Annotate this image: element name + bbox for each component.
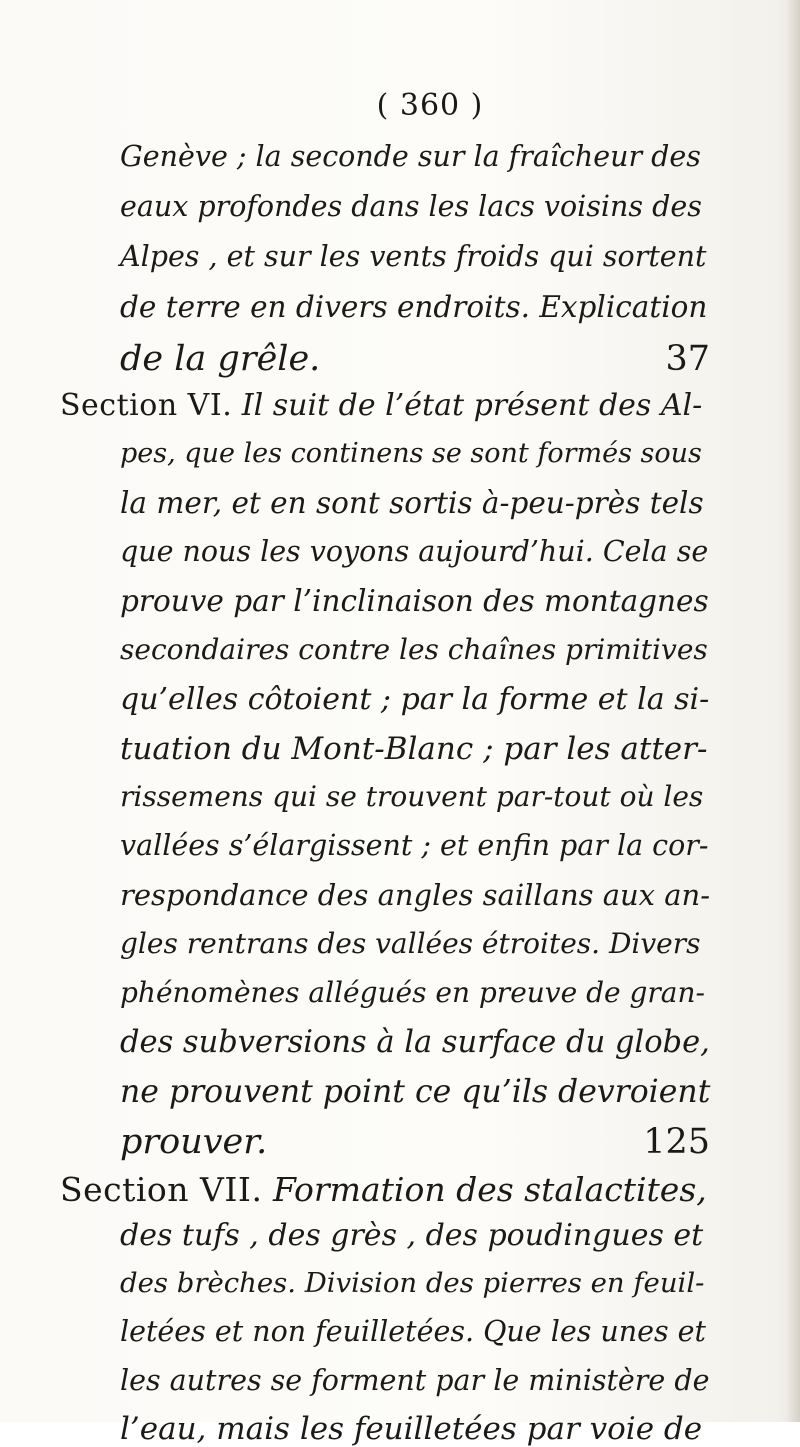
text-line: eaux profondes dans les lacs voisins des [120, 190, 702, 223]
text-line: que nous les voyons aujourd’hui. Cela se [120, 535, 709, 568]
text-line: des subversions à la surface du globe, [120, 1025, 710, 1060]
text-line: respondance des angles saillans aux an- [120, 878, 711, 912]
text-line: Section VI. Il suit de l’état présent des Al- [60, 388, 703, 423]
text-line: phénomènes allégués en preuve de gran- [120, 976, 705, 1009]
text-line: des brèches. Division des pierres en feuil- [120, 1267, 705, 1299]
text-line: l’eau, mais les feuilletées par voie de [120, 1411, 703, 1447]
page-number: ( 360 ) [376, 88, 484, 123]
text-line: letées et non feuilletées. Que les unes et [120, 1315, 706, 1348]
section-label: Section VII. [60, 1170, 263, 1209]
text-line: les autres se forment par le ministère de [120, 1364, 710, 1397]
text-line: pes, que les continens se sont formés sous [120, 438, 702, 469]
text-line: des tufs , des grès , des poudingues et [120, 1218, 704, 1253]
page-reference: 37 [665, 339, 710, 379]
text-line: ne prouvent point ce qu’ils devroient [120, 1074, 711, 1110]
section-label: Section VI. [60, 388, 233, 423]
text-line: prouve par l’inclinaison des montagnes [120, 584, 709, 618]
text-line: secondaires contre les chaînes primitives [120, 633, 708, 666]
text-line: vallées s’élargissent ; et enfin par la cor- [120, 829, 709, 862]
text-line: prouver. 125 [120, 1122, 710, 1162]
text-line: la mer, et en sont sortis à-peu-près tels [120, 486, 704, 520]
text-line: rissemens qui se trouvent par-tout où les [120, 780, 704, 813]
text-line: Genève ; la seconde sur la fraîcheur des [120, 140, 701, 173]
text-line: qu’elles côtoient ; par la forme et la si- [120, 682, 710, 717]
text-line: de terre en divers endroits. Explication [120, 290, 708, 324]
page-edge-shadow [786, 0, 800, 1422]
text-line: de la grêle. 37 [120, 339, 710, 379]
text-line: Section VII. Formation des stalactites, [60, 1170, 707, 1209]
page-reference: 125 [643, 1122, 710, 1162]
text-line: gles rentrans des vallées étroites. Divers [120, 927, 701, 960]
text-line: Alpes , et sur les vents froids qui sortent [120, 240, 707, 273]
text-line: tuation du Mont-Blanc ; par les atter- [120, 731, 708, 767]
